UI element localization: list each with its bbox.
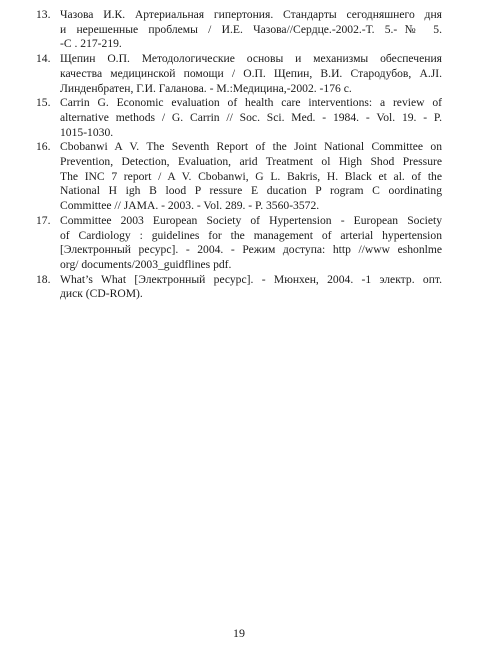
reference-number: 17. [36,213,51,227]
reference-text [60,273,442,302]
reference-item-14 [36,52,442,96]
reference-line: National H igh B lood P ressure E ducation P rogram C oordinating [60,184,442,198]
reference-item-13 [36,8,442,52]
reference-line: alternative methods / G. Carrin // Soc. Sci. Med. - 1984. - Vol. 19. - P. [60,110,442,124]
reference-number: 15. [36,96,51,110]
reference-item-18 [36,273,442,302]
reference-line: Щепин О.П. Методологические основы и механизмы обеспечения [60,52,442,66]
reference-number: 13. [36,8,51,21]
reference-item-17 [36,214,442,273]
reference-item-16 [36,140,442,214]
reference-line: диск (CD-ROM). [60,287,143,301]
reference-text [60,8,442,52]
reference-line: -С . 217-219. [60,37,122,51]
reference-line: [Электронный ресурс]. - 2004. - Режим доступа: http //www eshonlme [60,243,442,257]
reference-text [60,52,442,96]
reference-line: What’s What [Электронный ресурс]. - Мюнхен, 2004. -1 электр. опт. [60,272,442,286]
reference-line: Cbobanwi A V. The Seventh Report of the Joint National Committee on [60,140,442,154]
reference-line: The INC 7 report / A V. Cbobanwi, G L. Bakris, H. Black et al. of the [60,169,442,183]
reference-line: качества медицинской помощи / О.П. Щепин, В.И. Стародубов, A.JI. [60,66,442,80]
reference-line: и нерешенные проблемы / И.Е. Чазова//Сердце.-2002.-Т. 5.-№ 5. [60,22,442,36]
reference-list [36,8,442,302]
reference-line: Линденбратен, Г.И. Галанова. - М.:Медицина,-2002. -176 с. [60,81,352,95]
reference-number: 16. [36,140,51,154]
reference-line: of Cardiology : guidelines for the management of arterial hypertension [60,228,442,242]
reference-text [60,96,442,140]
reference-line: Prevention, Detection, Evaluation, arid Treatment ol High Shod Pressure [60,155,442,169]
reference-text [60,140,442,214]
reference-item-15 [36,96,442,140]
reference-line: Чазова И.К. Артериальная гипертония. Стандарты сегодняшнего дня [60,8,442,21]
reference-number: 18. [36,272,51,286]
reference-line: Committee 2003 European Society of Hypertension - European Society [60,213,442,227]
reference-line: org/ documents/2003_guidflines pdf. [60,257,232,271]
reference-number: 14. [36,52,51,66]
page-number: 19 [233,626,245,640]
reference-text [60,214,442,273]
reference-line: 1015-1030. [60,125,114,139]
reference-line: Committee // JAMA. - 2003. - Vol. 289. - P. 3560-3572. [60,199,320,213]
reference-line: Carrin G. Economic evaluation of health care interventions: a review of [60,96,442,110]
